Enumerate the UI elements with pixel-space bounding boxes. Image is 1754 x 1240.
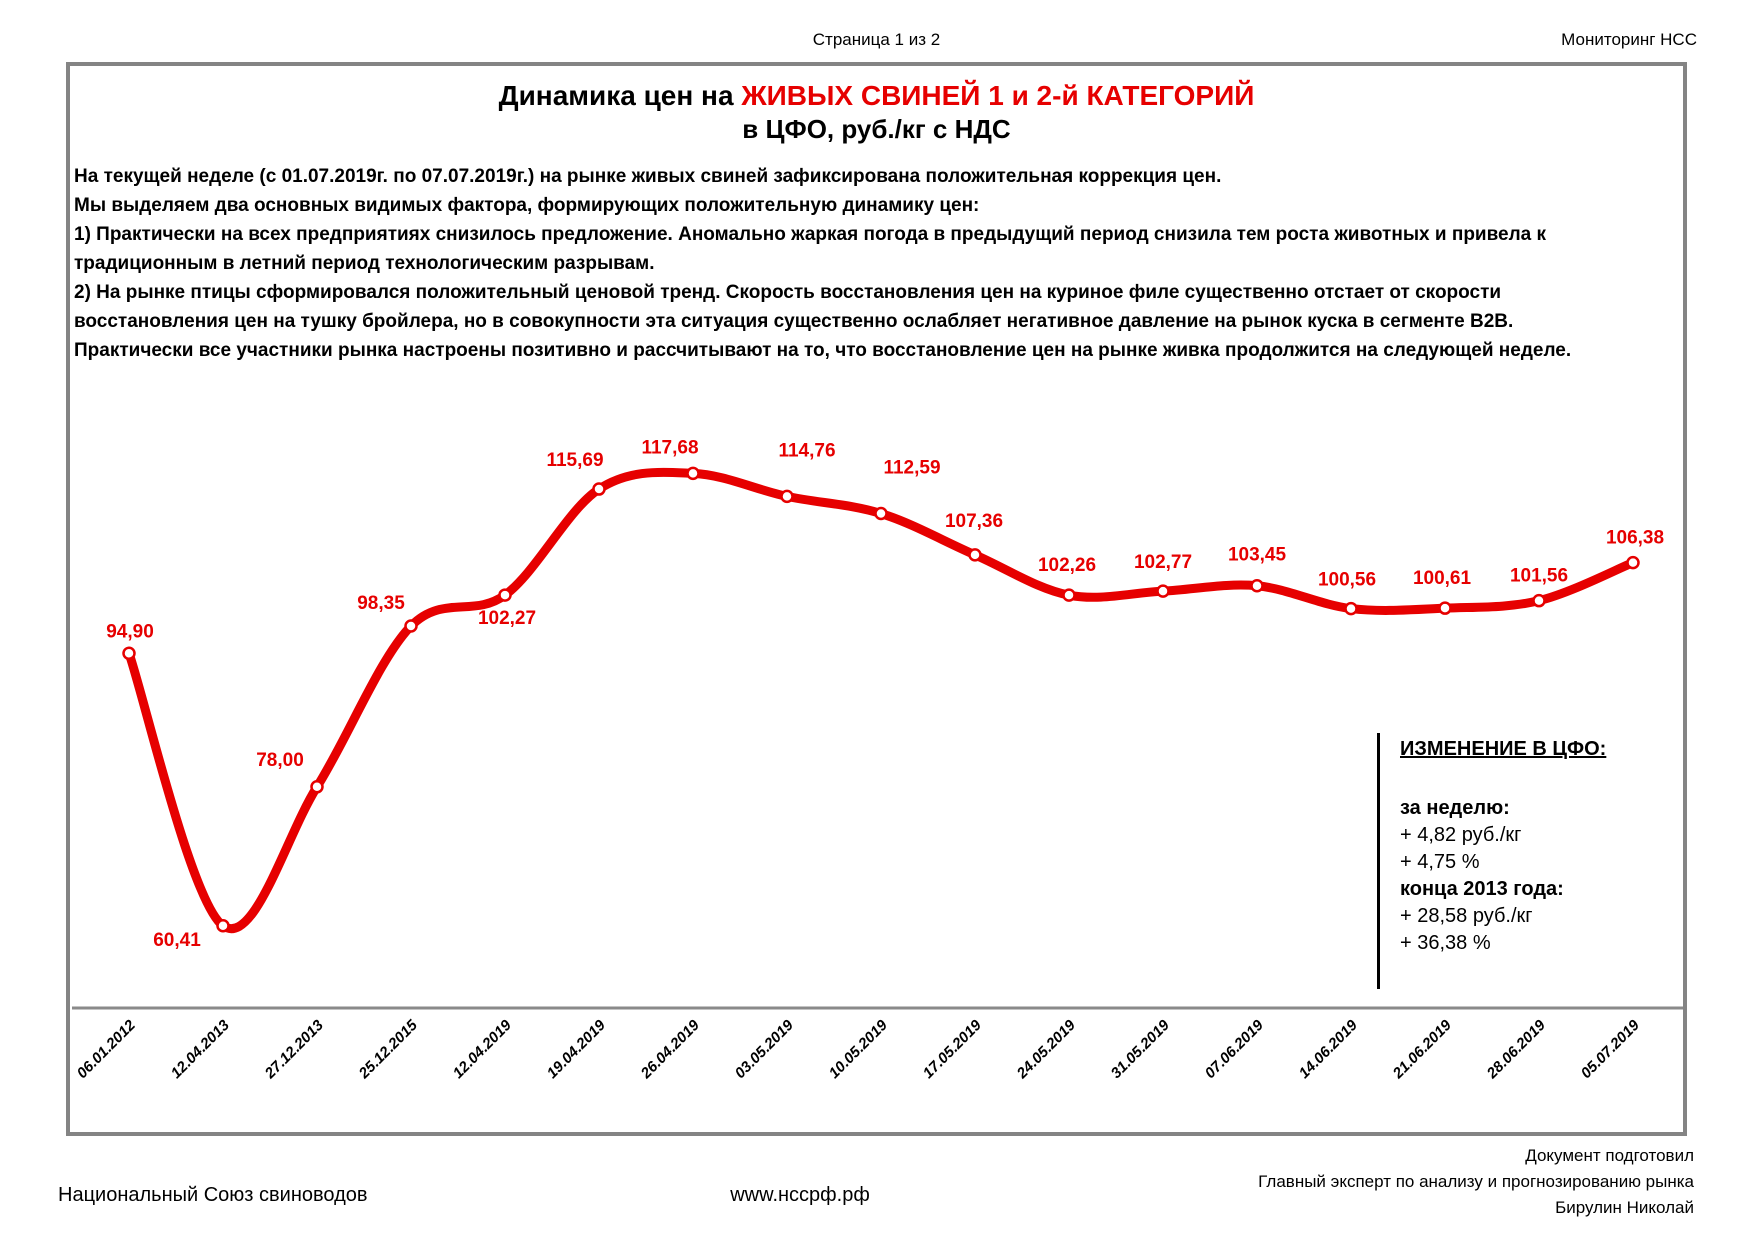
monitoring-label: Мониторинг НСС [1561, 30, 1697, 49]
x-axis-label: 12.04.2013 [167, 1016, 233, 1082]
data-point-marker [782, 491, 793, 502]
data-point-marker [218, 920, 229, 931]
commentary-line: Практически все участники рынка настроены позитивно и рассчитывают на то, что восстановление цен на рынке живка продолжится на следующей неделе. [74, 340, 1572, 361]
data-point-label: 60,41 [153, 929, 201, 951]
chart-title-prefix: Динамика цен на [498, 80, 742, 111]
data-point-marker [688, 468, 699, 479]
footer-author-line: Главный эксперт по анализу и прогнозированию рынка [1258, 1172, 1694, 1191]
change-week-pct: + 4,75 % [1400, 851, 1480, 873]
data-point-label: 107,36 [944, 510, 1004, 532]
change-panel-title: ИЗМЕНЕНИЕ В ЦФО: [1400, 738, 1607, 760]
x-axis-label: 26.04.2019 [637, 1016, 703, 1082]
commentary-line: 1) Практически на всех предприятиях снизилось предложение. Аномально жаркая погода в предыдущий период снизила тем роста животных и привела к [74, 224, 1547, 245]
data-point-label: 102,26 [1037, 555, 1097, 577]
x-axis-label: 12.04.2019 [449, 1016, 515, 1082]
data-point-label: 102,77 [1133, 552, 1193, 574]
data-point-marker [1440, 603, 1451, 614]
change-since-rub: + 28,58 руб./кг [1400, 905, 1533, 927]
x-axis-label: 31.05.2019 [1107, 1016, 1173, 1082]
data-point-marker [406, 621, 417, 632]
x-axis-label: 19.04.2019 [543, 1016, 609, 1082]
data-point-label: 115,69 [546, 450, 604, 472]
change-since-pct: + 36,38 % [1400, 932, 1491, 954]
data-point-marker [124, 648, 135, 659]
commentary-line: восстановления цен на тушку бройлера, но в совокупности эта ситуация существенно ослабляет негативное давление на рынок куска в сегменте В2В. [74, 311, 1514, 332]
footer-website: www.нссрф.рф [730, 1184, 870, 1206]
change-week-rub: + 4,82 руб./кг [1400, 824, 1522, 846]
x-axis-label: 14.06.2019 [1295, 1016, 1361, 1082]
chart-subtitle: в ЦФО, руб./кг с НДС [742, 114, 1011, 144]
page-number: Страница 1 из 2 [812, 30, 941, 49]
data-point-label: 98,35 [357, 593, 405, 615]
chart-title-highlight: ЖИВЫХ СВИНЕЙ 1 и 2-й КАТЕГОРИЙ [741, 80, 1255, 111]
change-panel [1400, 736, 1606, 957]
commentary-line: На текущей неделе (с 01.07.2019г. по 07.07.2019г.) на рынке живых свиней зафиксирована положительная коррекция цен. [74, 166, 1222, 187]
commentary-line: традиционным в летний период технологическим разрывам. [74, 253, 655, 274]
x-axis-label: 24.05.2019 [1013, 1016, 1079, 1082]
x-axis-label: 05.07.2019 [1577, 1016, 1643, 1082]
x-axis-label: 17.05.2019 [919, 1016, 985, 1082]
change-panel-divider [1377, 733, 1380, 989]
footer-author-block [1258, 1143, 1694, 1221]
x-axis-label: 10.05.2019 [825, 1016, 891, 1082]
data-point-marker [1346, 603, 1357, 614]
data-point-label: 114,76 [778, 440, 836, 462]
x-axis-label: 06.01.2012 [73, 1016, 139, 1082]
data-point-marker [970, 549, 981, 560]
x-axis-label: 27.12.2013 [261, 1016, 327, 1082]
commentary-line: Мы выделяем два основных видимых фактора, формирующих положительную динамику цен: [74, 195, 980, 216]
data-point-label: 101,56 [1509, 565, 1569, 587]
change-week-label: за неделю: [1400, 797, 1510, 819]
data-point-label: 106,38 [1605, 527, 1665, 549]
data-point-marker [1534, 595, 1545, 606]
x-axis-label: 07.06.2019 [1201, 1016, 1267, 1082]
x-axis-label: 28.06.2019 [1483, 1016, 1549, 1082]
data-point-label: 117,68 [641, 437, 699, 459]
data-point-label: 102,27 [477, 608, 537, 630]
data-point-label: 103,45 [1227, 544, 1287, 566]
data-point-label: 112,59 [883, 457, 941, 479]
x-axis-label: 21.06.2019 [1389, 1016, 1455, 1082]
data-point-marker [1252, 580, 1263, 591]
data-point-marker [500, 590, 511, 601]
change-since-label: конца 2013 года: [1400, 878, 1564, 900]
commentary-line: 2) На рынке птицы сформировался положительный ценовой тренд. Скорость восстановления цен на куриное филе существенно отстает от скорости [74, 282, 1502, 303]
data-point-label: 94,90 [106, 621, 154, 643]
data-point-marker [312, 781, 323, 792]
x-axis-label: 25.12.2015 [355, 1016, 421, 1082]
footer-author-line: Бирулин Николай [1555, 1198, 1694, 1217]
data-point-label: 100,61 [1412, 568, 1472, 590]
data-point-label: 100,56 [1317, 569, 1377, 591]
footer-author-line: Документ подготовил [1525, 1146, 1694, 1165]
footer-organization: Национальный Союз свиноводов [58, 1184, 368, 1206]
x-axis-label: 03.05.2019 [731, 1016, 797, 1082]
data-point-marker [594, 484, 605, 495]
data-point-marker [1064, 590, 1075, 601]
data-point-marker [1628, 557, 1639, 568]
data-point-label: 78,00 [256, 749, 304, 771]
data-point-marker [1158, 586, 1169, 597]
data-point-marker [876, 508, 887, 519]
